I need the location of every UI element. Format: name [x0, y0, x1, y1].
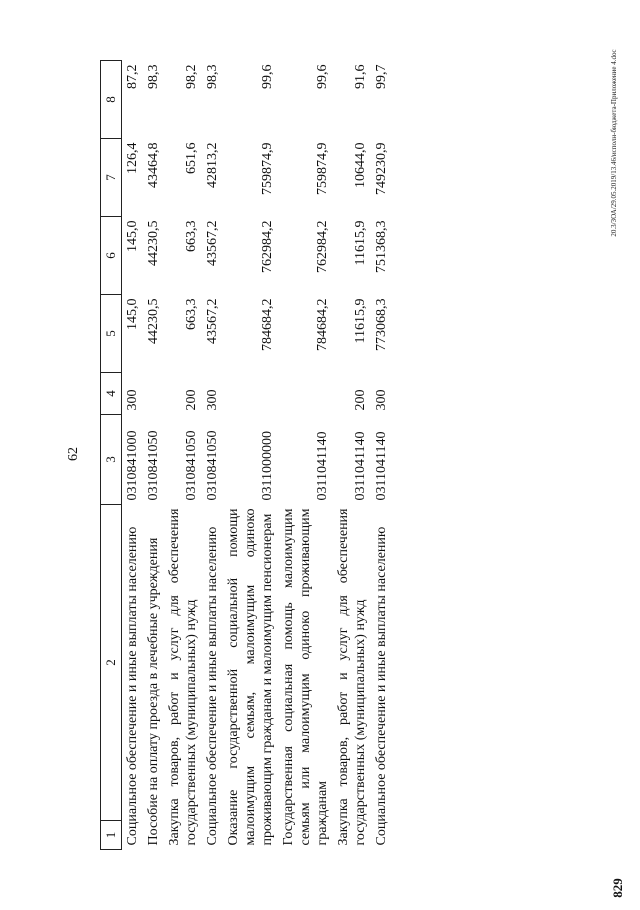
table-row — [223, 61, 278, 850]
header-cell-4: 4 — [101, 373, 122, 415]
header-cell-5: 5 — [101, 295, 122, 373]
row-kind: 300 — [205, 389, 220, 411]
header-cell-2: 2 — [101, 505, 122, 821]
row-col7: 759874,9 — [260, 142, 275, 195]
row-col6: 43567,2 — [205, 220, 220, 266]
row-col8: 98,2 — [184, 64, 199, 89]
row-col7: 759874,9 — [315, 142, 330, 195]
row-col6: 762984,2 — [260, 220, 275, 273]
budget-table — [100, 60, 392, 850]
row-col8: 98,3 — [205, 64, 220, 89]
row-col5: 44230,5 — [146, 298, 161, 344]
row-col6: 145,0 — [125, 220, 140, 252]
row-name: Пособие на оплату проезда в лечебные учреждения — [146, 537, 161, 846]
row-col6: 751368,3 — [374, 220, 389, 273]
row-kind: 200 — [353, 389, 368, 411]
row-col8: 87,2 — [125, 64, 140, 89]
row-code: 0310841050 — [184, 430, 199, 501]
header-cell-8: 8 — [101, 61, 122, 139]
row-col6: 663,3 — [184, 220, 199, 252]
row-col5: 11615,9 — [353, 298, 368, 344]
row-col5: 43567,2 — [205, 298, 220, 344]
sheet-number: 829 — [610, 878, 625, 898]
table-row — [164, 61, 202, 850]
row-code: 0311041140 — [353, 431, 368, 501]
row-kind: 200 — [184, 389, 199, 411]
row-name: Социальное обеспечение и иные выплаты населению — [205, 526, 220, 846]
row-name: Государственная социальная помощь малоимущим семьям или малоимущим одиноко проживающим гражданам — [281, 508, 330, 846]
row-col7: 749230,9 — [374, 142, 389, 195]
header-cell-7: 7 — [101, 139, 122, 217]
row-name: Социальное обеспечение и иные выплаты населению — [374, 526, 389, 846]
row-name: Социальное обеспечение и иные выплаты населению — [125, 526, 140, 846]
row-kind: 300 — [374, 389, 389, 411]
table-row — [143, 61, 164, 850]
row-col6: 11615,9 — [353, 220, 368, 266]
row-name: Закупка товаров, работ и услуг для обеспечения государственных (муниципальных) нужд — [336, 508, 368, 846]
header-cell-6: 6 — [101, 217, 122, 295]
row-col7: 651,6 — [184, 142, 199, 174]
row-kind: 300 — [125, 389, 140, 411]
row-code: 0311041140 — [315, 431, 330, 501]
row-col7: 42813,2 — [205, 142, 220, 188]
row-col8: 91,6 — [353, 64, 368, 89]
row-col7: 43464,8 — [146, 142, 161, 188]
row-col5: 773068,3 — [374, 298, 389, 351]
table-row — [371, 61, 392, 850]
table-row — [333, 61, 371, 850]
row-code: 0311000000 — [260, 431, 275, 501]
row-code: 0311041140 — [374, 431, 389, 501]
row-code: 0310841000 — [125, 430, 140, 501]
table-row — [122, 61, 144, 850]
row-kind — [143, 373, 164, 415]
header-cell-1: 1 — [101, 821, 122, 850]
header-row — [101, 61, 122, 850]
table-body — [122, 61, 393, 850]
row-col5: 145,0 — [125, 298, 140, 330]
row-code: 0310841050 — [205, 430, 220, 501]
row-col5: 784684,2 — [315, 298, 330, 351]
row-col8: 99,6 — [315, 64, 330, 89]
row-col8: 98,3 — [146, 64, 161, 89]
row-col5: 663,3 — [184, 298, 199, 330]
table-row — [278, 61, 333, 850]
file-footer: 20.3/ЗОА/29.05.2019/13.46/исполн-бюджета-Приложение 4.doc — [610, 49, 618, 237]
row-col8: 99,6 — [260, 64, 275, 89]
row-col7: 10644,0 — [353, 142, 368, 188]
row-name: Оказание государственной социальной помощи малоимущим семьям, малоимущим одиноко проживающим гражданам и малоимущим пенсионерам — [226, 508, 275, 846]
table-wrapper — [100, 60, 610, 850]
rotated-table-area — [100, 60, 610, 850]
row-code: 0310841050 — [146, 430, 161, 501]
row-col5: 784684,2 — [260, 298, 275, 351]
row-col6: 762984,2 — [315, 220, 330, 273]
row-name: Закупка товаров, работ и услуг для обеспечения государственных (муниципальных) нужд — [167, 508, 199, 846]
row-kind — [223, 373, 278, 415]
row-col7: 126,4 — [125, 142, 140, 174]
row-col8: 99,7 — [374, 64, 389, 89]
header-cell-3: 3 — [101, 415, 122, 505]
row-col6: 44230,5 — [146, 220, 161, 266]
table-row — [202, 61, 223, 850]
row-kind — [278, 373, 333, 415]
page-number: 62 — [66, 447, 81, 461]
